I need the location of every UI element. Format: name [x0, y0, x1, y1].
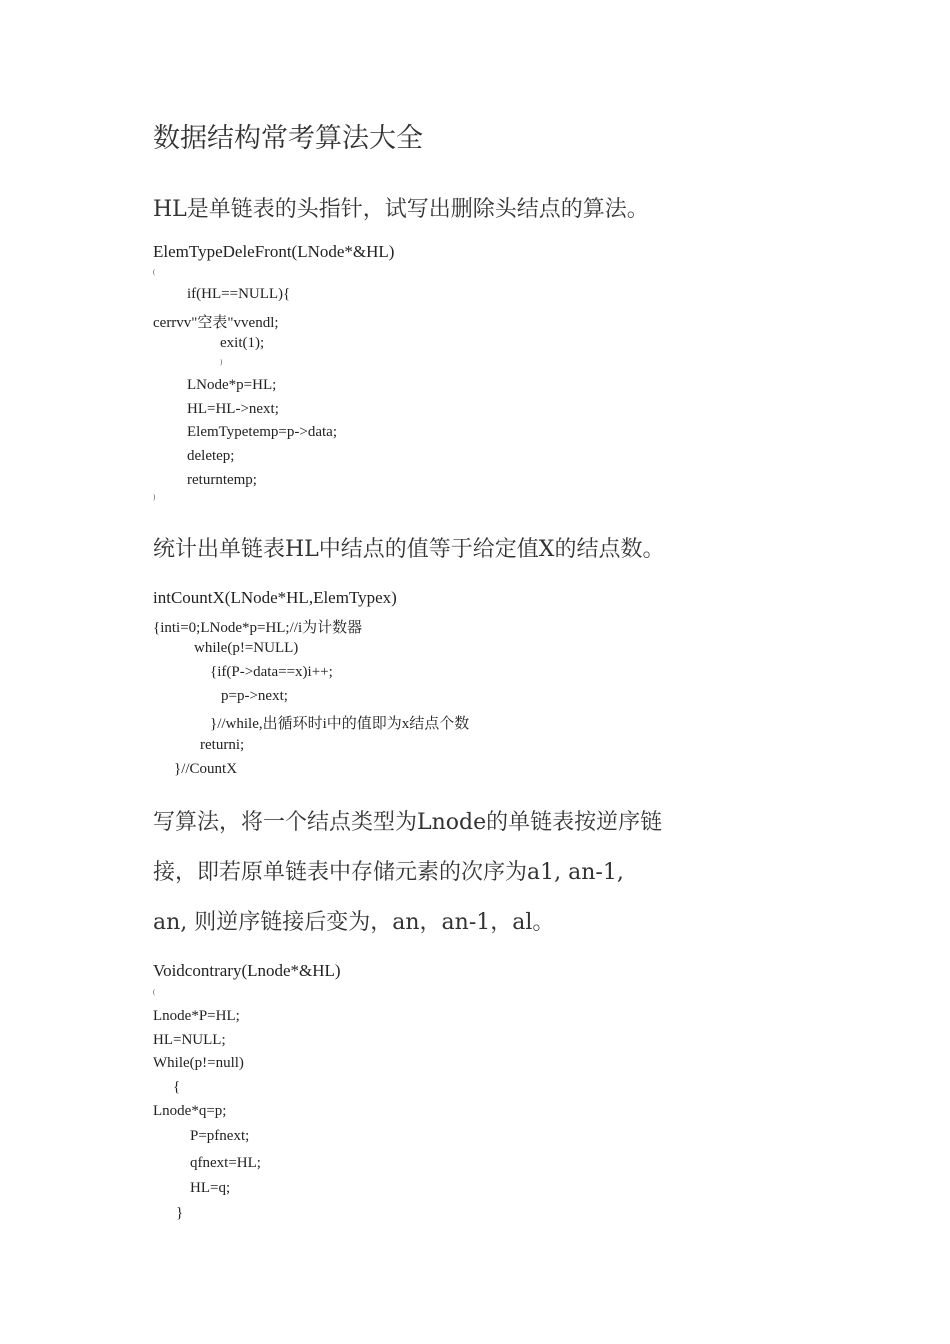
section-1-heading: HL是单链表的头指针，试写出删除头结点的算法。: [153, 197, 649, 222]
code-line: {inti=0;LNode*p=HL;//i为计数器: [153, 620, 363, 636]
section-3-heading-line: 写算法，将一个结点类型为Lnode的单链表按逆序链: [153, 810, 663, 835]
code-line: }//while,出循环时i中的值即为x结点个数: [210, 716, 470, 732]
code-line: exit(1);: [220, 335, 265, 351]
code-line: (: [153, 268, 156, 276]
code-line: p=p->next;: [221, 688, 288, 704]
code-line: cerrvv"空表"vvendl;: [153, 315, 279, 331]
code-line: Lnode*P=HL;: [153, 1008, 240, 1024]
section-1-signature: ElemTypeDeleFront(LNode*&HL): [153, 242, 395, 261]
code-line: (: [153, 988, 156, 996]
section-3-signature: Voidcontrary(Lnode*&HL): [153, 961, 341, 980]
code-line: deletep;: [187, 448, 235, 464]
section-2-heading: 统计出单链表HL中结点的值等于给定值X的结点数。: [153, 537, 665, 562]
code-line: if(HL==NULL){: [187, 286, 291, 302]
section-3-heading-line: an, 则逆序链接后变为，an，an-1，al。: [153, 910, 555, 935]
section-2-signature: intCountX(LNode*HL,ElemTypex): [153, 588, 397, 607]
code-line: LNode*p=HL;: [187, 377, 277, 393]
code-line: while(p!=NULL): [194, 640, 299, 656]
code-line: P=pfnext;: [190, 1128, 250, 1144]
code-line: HL=HL->next;: [187, 401, 279, 417]
code-line: {if(P->data==x)i++;: [210, 664, 333, 680]
code-line: qfnext=HL;: [190, 1155, 261, 1171]
code-line: }: [176, 1205, 184, 1221]
section-3-heading-line: 接，即若原单链表中存储元素的次序为a1, an-1,: [153, 860, 624, 885]
code-line: returntemp;: [187, 472, 257, 488]
code-line: {: [173, 1079, 181, 1095]
code-line: }//CountX: [174, 761, 238, 777]
code-line: ): [220, 358, 223, 366]
code-line: ): [153, 493, 156, 501]
code-line: ElemTypetemp=p->data;: [187, 424, 337, 440]
code-line: returni;: [200, 737, 245, 753]
code-line: HL=NULL;: [153, 1032, 226, 1048]
code-line: Lnode*q=p;: [153, 1103, 227, 1119]
code-line: While(p!=null): [153, 1055, 244, 1071]
code-line: HL=q;: [190, 1180, 231, 1196]
page-title: 数据结构常考算法大全: [153, 123, 423, 154]
